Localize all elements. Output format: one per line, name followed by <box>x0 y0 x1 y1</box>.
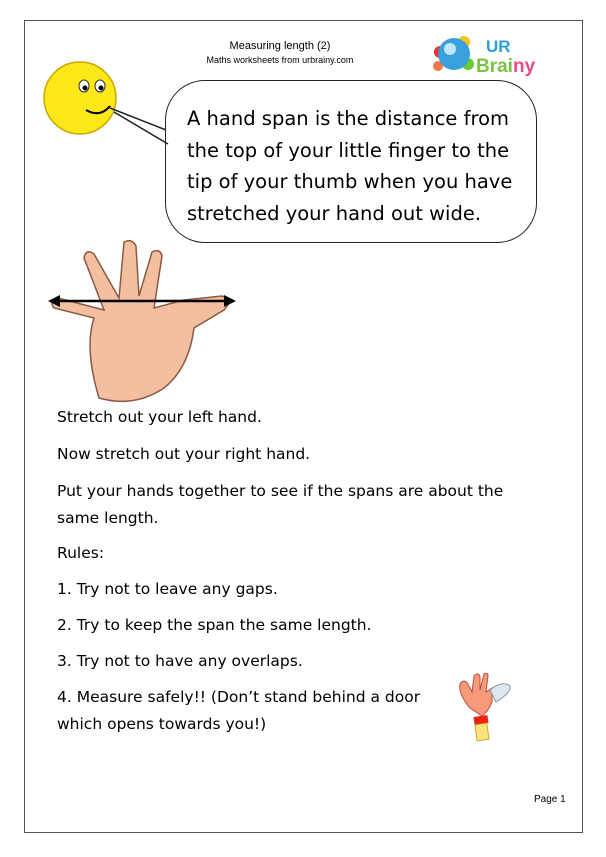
rule-item: 3. Try not to have any overlaps. <box>57 652 303 670</box>
hand-span-illustration <box>44 238 239 403</box>
worksheet-title: Measuring length (2) <box>229 40 331 52</box>
rule-item: 2. Try to keep the span the same length. <box>57 616 372 634</box>
worksheet-subtitle: Maths worksheets from urbrainy.com <box>206 55 354 65</box>
urbrainy-logo <box>430 30 550 78</box>
rule-item: 1. Try not to leave any gaps. <box>57 580 278 598</box>
rule-item: 4. Measure safely!! (Don’t stand behind a door which opens towards you!) <box>57 688 421 733</box>
instruction-line: Now stretch out your right hand. <box>57 445 311 463</box>
rules-heading: Rules: <box>57 544 105 562</box>
bandaged-hand-icon <box>452 672 522 742</box>
instruction-line: Stretch out your left hand. <box>57 408 262 426</box>
svg-text:UR: UR <box>486 37 511 56</box>
page-number: Page 1 <box>534 794 566 805</box>
svg-text:Brainy: Brainy <box>476 56 536 77</box>
instruction-line: Put your hands together to see if the spans are about the same length. <box>57 482 504 527</box>
speech-bubble: A hand span is the distance from the top of your little finger to the tip of your thumb when you have stretched your hand out wide. <box>165 80 537 243</box>
